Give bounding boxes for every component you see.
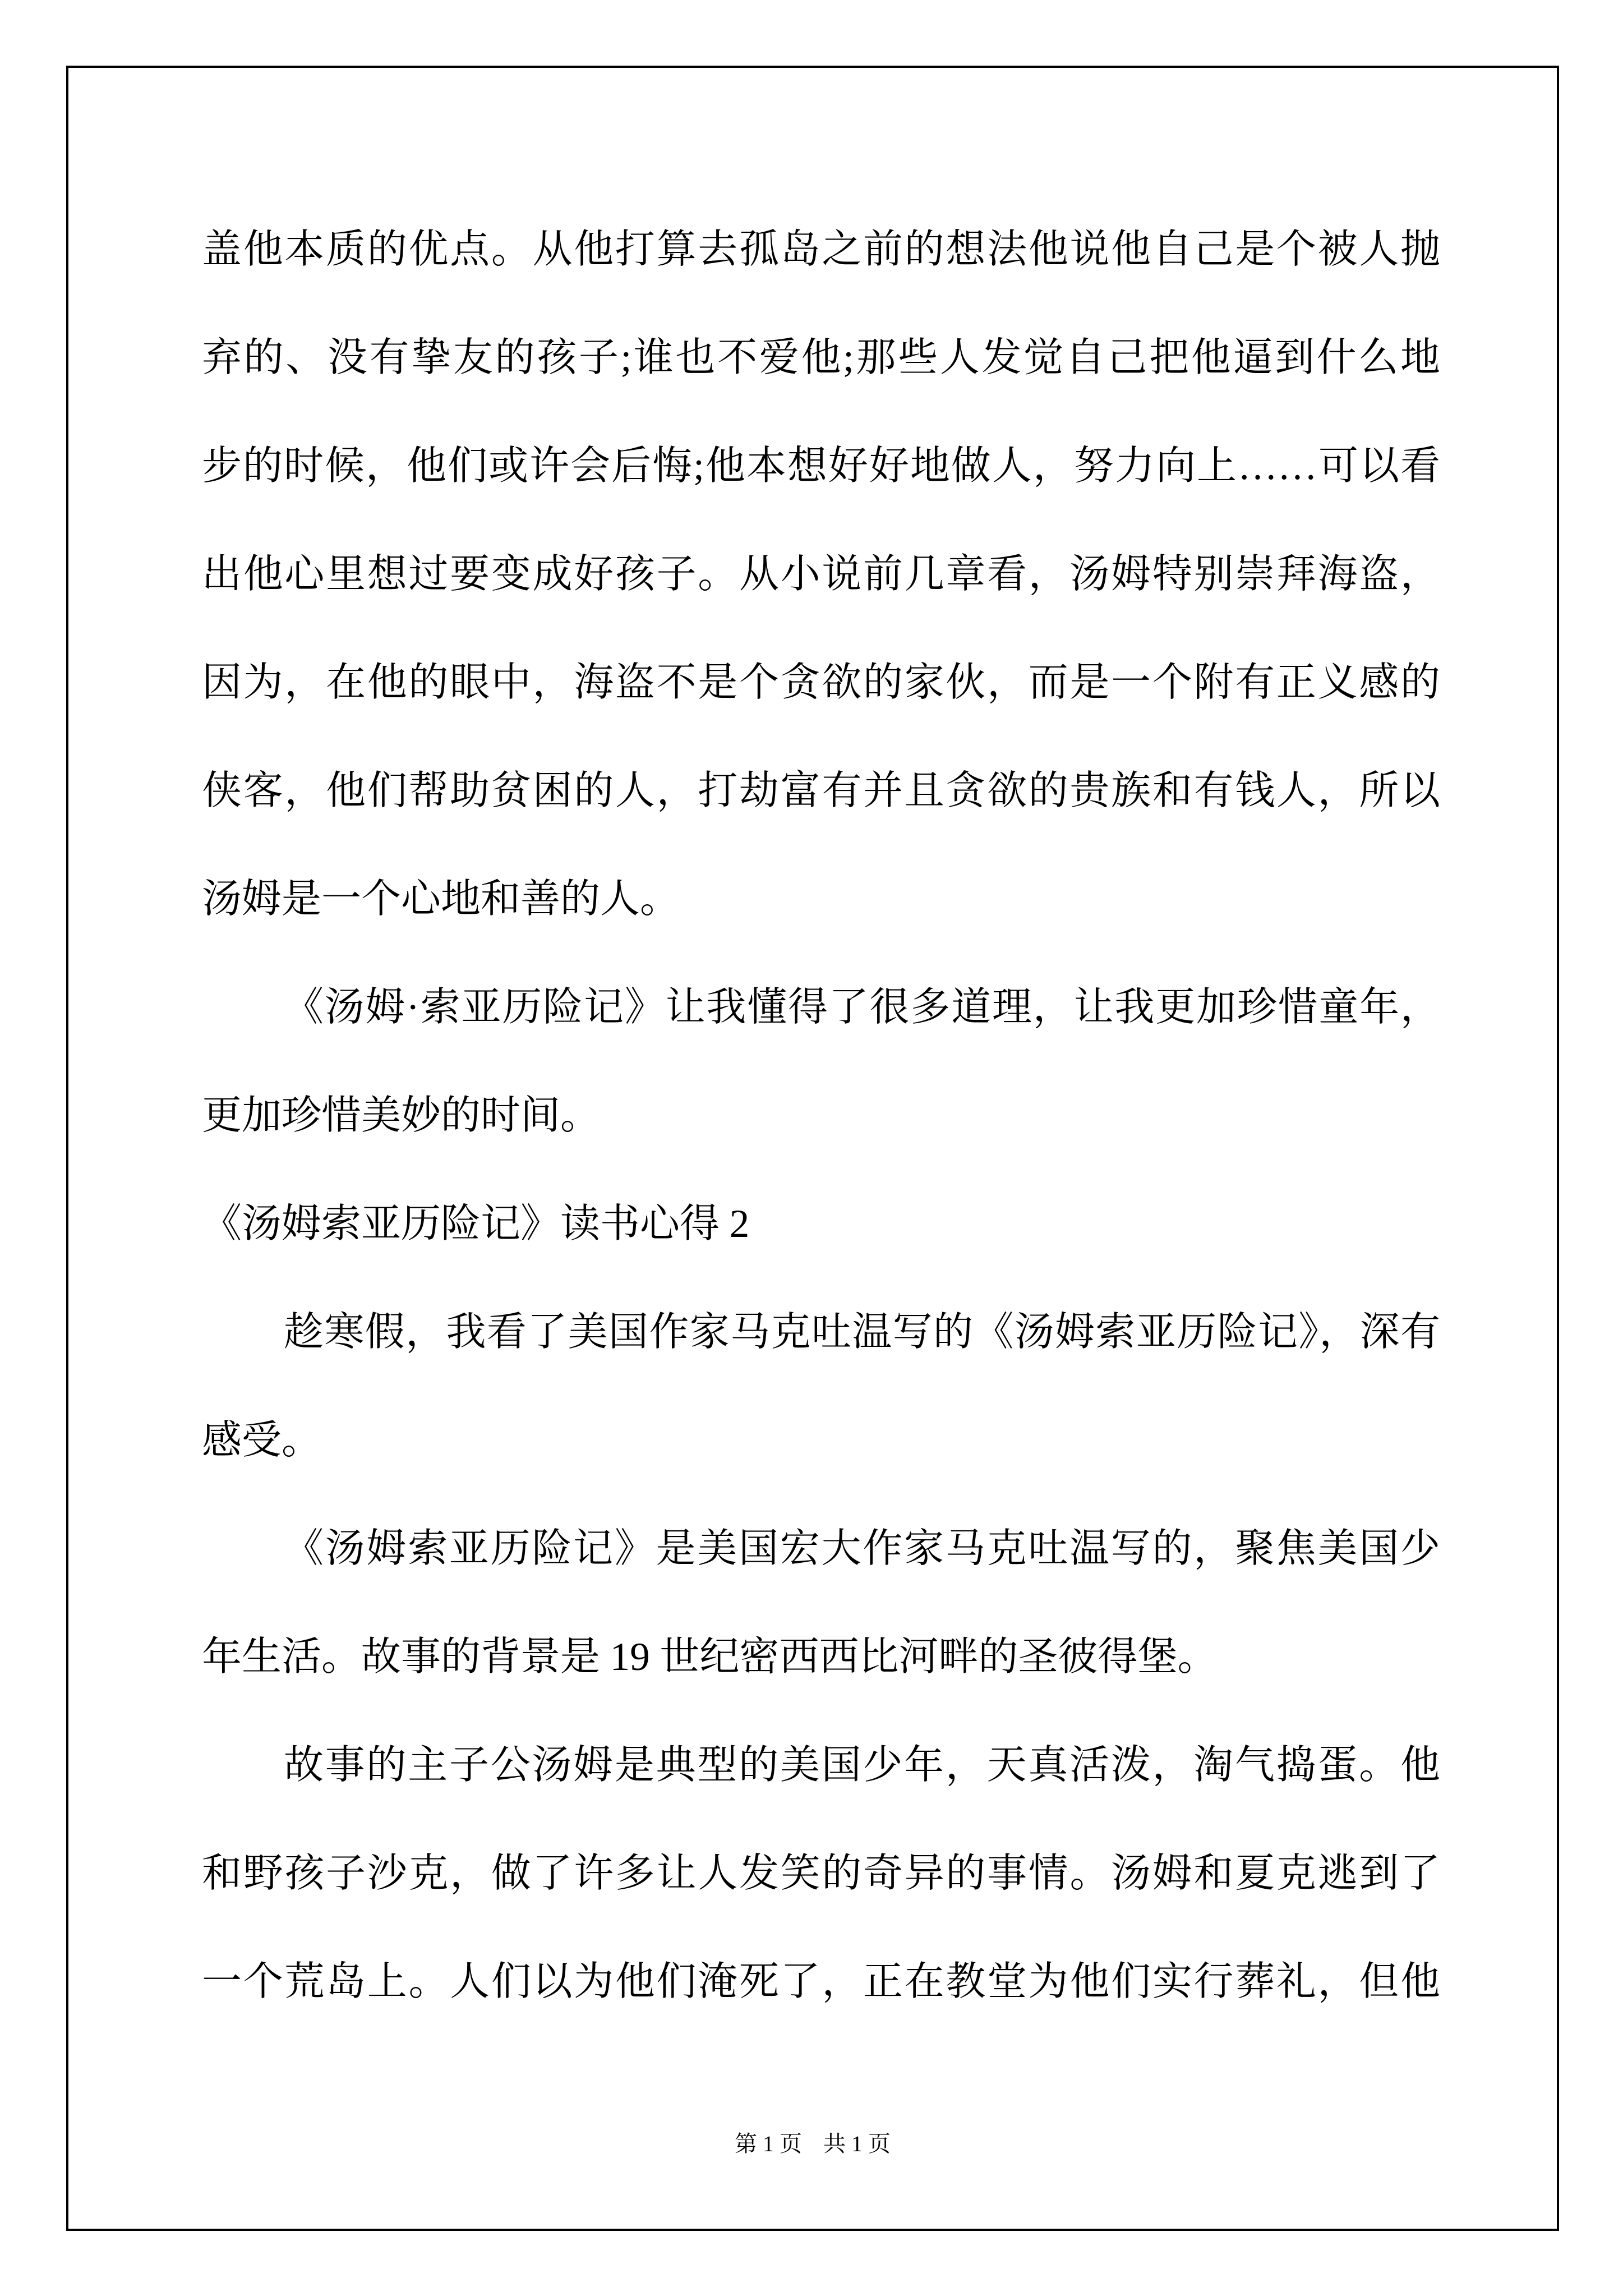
page-number-label: 第 1 页	[735, 2131, 802, 2156]
text-line: 《汤姆索亚历险记》是美国宏大作家马克吐温写的，聚焦美国少	[284, 1527, 1440, 1571]
text-line: 和野孩子沙克，做了许多让人发笑的奇异的事情。汤姆和夏克逃到了	[202, 1852, 1440, 1895]
text-line: 因为，在他的眼中，海盗不是个贪欲的家伙，而是一个附有正义感的	[202, 661, 1440, 705]
page-border-frame	[66, 66, 1559, 2231]
page-count-label: 共 1 页	[823, 2131, 891, 2156]
text-line: 一个荒岛上。人们以为他们淹死了，正在教堂为他们实行葬礼，但他	[202, 1960, 1440, 2004]
text-line: 汤姆是一个心地和善的人。	[202, 877, 680, 921]
section-heading-line: 《汤姆索亚历险记》读书心得 2	[202, 1202, 750, 1246]
text-line: 更加珍惜美妙的时间。	[202, 1094, 601, 1138]
text-line: 弃的、没有挚友的孩子;谁也不爱他;那些人发觉自己把他逼到什么地	[202, 336, 1440, 380]
text-line: 趁寒假，我看了美国作家马克吐温写的《汤姆索亚历险记》，深有	[284, 1310, 1440, 1354]
text-line: 出他心里想过要变成好孩子。从小说前几章看，汤姆特别崇拜海盗，	[202, 553, 1440, 596]
text-line: 年生活。故事的背景是 19 世纪密西西比河畔的圣彼得堡。	[202, 1635, 1218, 1679]
document-body	[68, 68, 1557, 2036]
text-line: 侠客，他们帮助贫困的人，打劫富有并且贪欲的贵族和有钱人，所以	[202, 769, 1440, 813]
text-line: 盖他本质的优点。从他打算去孤岛之前的想法他说他自己是个被人抛	[202, 228, 1440, 272]
text-line: 步的时候，他们或许会后悔;他本想好好地做人，努力向上……可以看	[202, 444, 1440, 488]
text-line: 《汤姆·索亚历险记》让我懂得了很多道理，让我更加珍惜童年，	[284, 986, 1440, 1029]
text-line: 故事的主子公汤姆是典型的美国少年，天真活泼，淘气捣蛋。他	[284, 1743, 1440, 1787]
page-footer	[68, 2127, 1557, 2161]
text-line: 感受。	[202, 1419, 322, 1462]
